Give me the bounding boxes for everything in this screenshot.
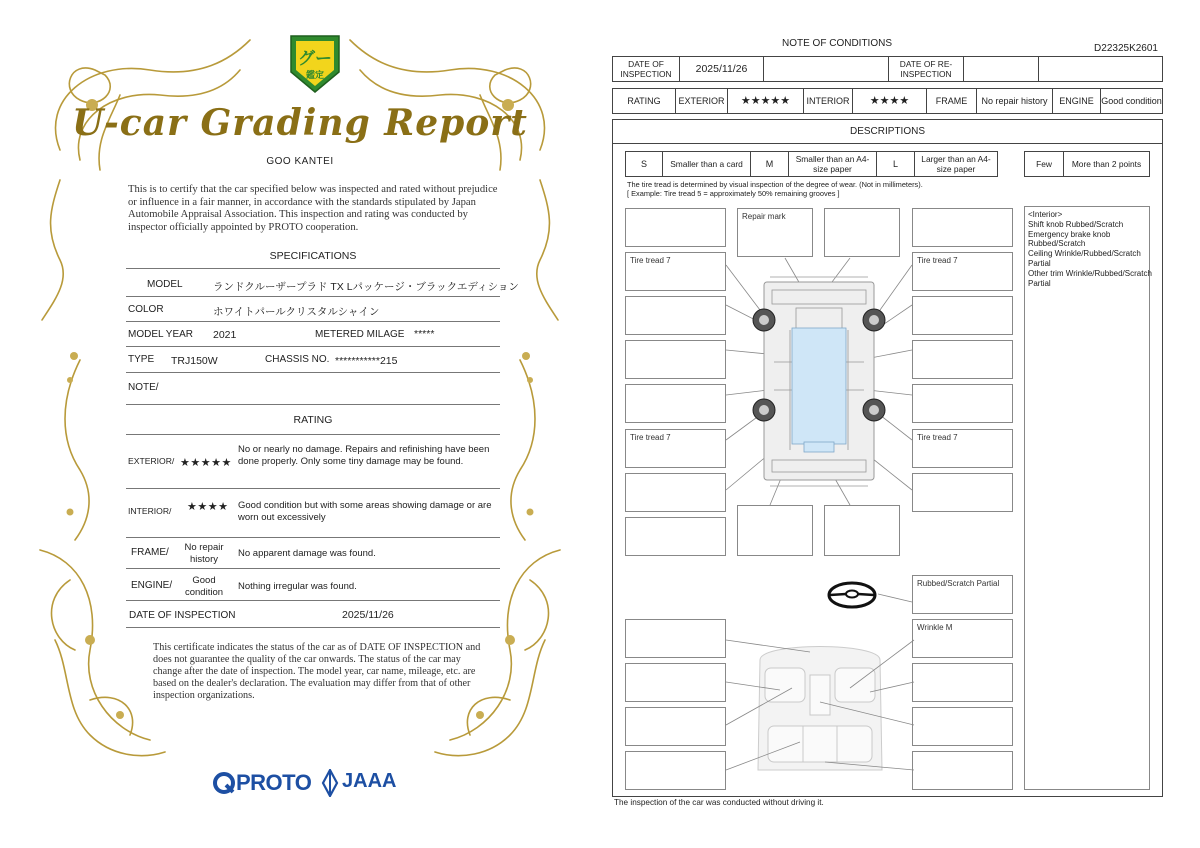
rating-label: RATING <box>627 96 661 106</box>
exterior-label: EXTERIOR <box>675 89 727 113</box>
size-legend <box>625 151 998 177</box>
goo-kantei-badge-icon <box>287 32 343 94</box>
legend-desc-m: Smaller than an A4-size paper <box>788 152 876 176</box>
interior-remark: Emergency brake knob Rubbed/Scratch <box>1028 229 1111 249</box>
sheet-title: NOTE OF CONDITIONS <box>782 38 892 49</box>
descriptions-heading: DESCRIPTIONS <box>612 119 1163 144</box>
frame-description: No apparent damage was found. <box>238 548 376 559</box>
specifications-heading: SPECIFICATIONS <box>269 250 357 262</box>
proto-logo-text: PROTO <box>236 770 312 795</box>
engine-description: Nothing irregular was found. <box>238 581 357 592</box>
interior-remark: Shift knob Rubbed/Scratch <box>1028 219 1124 229</box>
divider <box>126 600 500 601</box>
type-label: TYPE <box>128 354 155 365</box>
mileage-label: METERED MILAGE <box>315 329 405 340</box>
steering-wheel-icon <box>826 580 878 610</box>
driving-disclaimer: The inspection of the car was conducted without driving it. <box>614 798 824 807</box>
tire-rear-right-text: Tire tread 7 <box>917 433 958 442</box>
tire-front-left-text: Tire tread 7 <box>630 256 671 265</box>
chassis-label: CHASSIS NO. <box>265 354 330 365</box>
divider <box>126 346 500 347</box>
model-year-label: MODEL YEAR <box>128 329 194 340</box>
svg-text:グー: グー <box>298 49 332 69</box>
interior-remark: Other trim Wrinkle/Rubbed/Scratch Partial <box>1028 268 1152 288</box>
interior-label: INTERIOR <box>803 89 852 113</box>
legend-key-l: L <box>876 152 914 176</box>
note-box <box>625 663 726 702</box>
divider <box>126 268 500 269</box>
frame-label: FRAME/ <box>131 547 169 558</box>
chassis-value: ***********215 <box>335 355 398 367</box>
divider <box>126 537 500 538</box>
certification-statement: This is to certify that the car specified below was inspected and rated without prejudice or influence in a fair manner, in accordance with the standards stipulated by Japan Automobile Appraisal Association. This inspection and rating was conducted by inspector officially appointed by PROTO cooperation. <box>128 184 498 233</box>
jaaa-logo-icon <box>320 769 340 797</box>
date-of-inspection-label: DATE OF INSPECTION <box>620 59 672 79</box>
model-value: ランドクルーザープラド TX Lパッケージ・ブラックエディション <box>213 281 519 293</box>
engine-value: Good condition <box>1100 89 1162 113</box>
legend-key-m: M <box>750 152 788 176</box>
car-exterior-diagram <box>700 250 930 520</box>
divider <box>126 434 500 435</box>
model-year-value: 2021 <box>213 329 237 341</box>
legend-desc-s: Smaller than a card <box>662 152 750 176</box>
date-spacer <box>763 57 888 81</box>
certificate-disclaimer: This certificate indicates the status of the car as of DATE OF INSPECTION and does not guarantee the quality of the car onwards. The status of the car may change after the date of inspection. The model year, car name, mileage, etc. are based on the dealer's declaration. The evaluation may differ from that of other inspection organizations. <box>153 642 481 701</box>
divider <box>126 321 500 322</box>
engine-label: ENGINE/ <box>131 580 173 591</box>
frame-value: No repair history <box>976 89 1052 113</box>
inspection-date-label: DATE OF INSPECTION <box>129 610 236 621</box>
mileage-value: ***** <box>414 328 435 340</box>
note-box <box>912 707 1013 746</box>
jaaa-logo-text: JAAA <box>342 770 397 792</box>
interior-note-text: Wrinkle M <box>917 623 953 632</box>
divider <box>126 404 500 405</box>
exterior-label: EXTERIOR/ <box>128 456 175 466</box>
interior-label: INTERIOR/ <box>128 506 172 516</box>
date-of-inspection-value: 2025/11/26 <box>679 57 763 81</box>
repair-mark-text: Repair mark <box>742 212 786 221</box>
note-box <box>912 751 1013 790</box>
interior-remark: <Interior> <box>1028 210 1063 219</box>
windshield-glass <box>792 328 846 444</box>
date-spacer <box>1038 57 1162 81</box>
model-label: MODEL <box>147 279 183 290</box>
exterior-description: No or nearly no damage. Repairs and refinishing have been done properly. Only some tiny damage may be found. <box>238 444 490 467</box>
legend-key-few: Few <box>1036 159 1052 169</box>
divider <box>126 488 500 489</box>
frame-value: No repair history <box>184 542 224 565</box>
interior-remarks-box <box>1024 206 1150 790</box>
interior-remarks-list <box>1028 210 1156 288</box>
note-box <box>625 208 726 247</box>
divider <box>126 372 500 373</box>
divider <box>126 296 500 297</box>
inspection-date-value: 2025/11/26 <box>342 609 394 621</box>
note-box <box>625 517 726 556</box>
divider <box>126 568 500 569</box>
interior-stars: ★★★★ <box>852 89 926 113</box>
note-box <box>625 707 726 746</box>
date-of-reinspection-label: DATE OF RE-INSPECTION <box>888 57 963 81</box>
type-value: TRJ150W <box>171 355 218 367</box>
leader-line <box>878 590 914 604</box>
color-label: COLOR <box>128 304 164 315</box>
car-interior-diagram <box>720 630 920 780</box>
few-legend <box>1024 151 1150 177</box>
note-box <box>625 751 726 790</box>
engine-label: ENGINE <box>1052 89 1100 113</box>
rating-row <box>612 88 1163 114</box>
color-value: ホワイトパールクリスタルシャイン <box>213 306 380 318</box>
frame-label: FRAME <box>926 89 976 113</box>
tire-example: [ Example: Tire tread 5 = approximately 50% remaining grooves ] <box>627 189 840 198</box>
interior-remark: Ceiling Wrinkle/Rubbed/Scratch Partial <box>1028 249 1141 268</box>
legend-desc-l: Larger than an A4-size paper <box>914 152 997 176</box>
divider <box>126 627 500 628</box>
document-id: D22325K2601 <box>1094 43 1158 54</box>
note-label: NOTE/ <box>128 382 159 393</box>
legend-key-s: S <box>640 159 647 169</box>
proto-logo-icon <box>212 771 236 795</box>
date-of-reinspection-value <box>963 57 1038 81</box>
note-box <box>625 619 726 658</box>
tire-rear-left-text: Tire tread 7 <box>630 433 671 442</box>
report-title: U-car Grading Report <box>72 102 528 144</box>
exterior-stars: ★★★★★ <box>727 89 803 113</box>
interior-description: Good condition but with some areas showing damage or are worn out excessively <box>238 500 492 523</box>
engine-value: Good condition <box>184 575 224 598</box>
exterior-stars: ★★★★★ <box>180 457 232 469</box>
svg-text:鑑定: 鑑定 <box>305 71 325 81</box>
report-subtitle: GOO KANTEI <box>266 156 334 167</box>
note-box-interior-wrinkle <box>912 619 1013 658</box>
legend-desc-few: More than 2 points <box>1063 152 1149 176</box>
tire-front-right-text: Tire tread 7 <box>917 256 958 265</box>
interior-stars: ★★★★ <box>187 501 229 513</box>
note-box-steering <box>912 575 1013 614</box>
note-box <box>912 208 1013 247</box>
dates-row <box>612 56 1163 82</box>
rating-heading: RATING <box>293 414 333 426</box>
note-box <box>912 663 1013 702</box>
tire-note: The tire tread is determined by visual inspection of the degree of wear. (Not in millimeters). <box>627 180 923 189</box>
steering-note-text: Rubbed/Scratch Partial <box>917 579 1000 588</box>
